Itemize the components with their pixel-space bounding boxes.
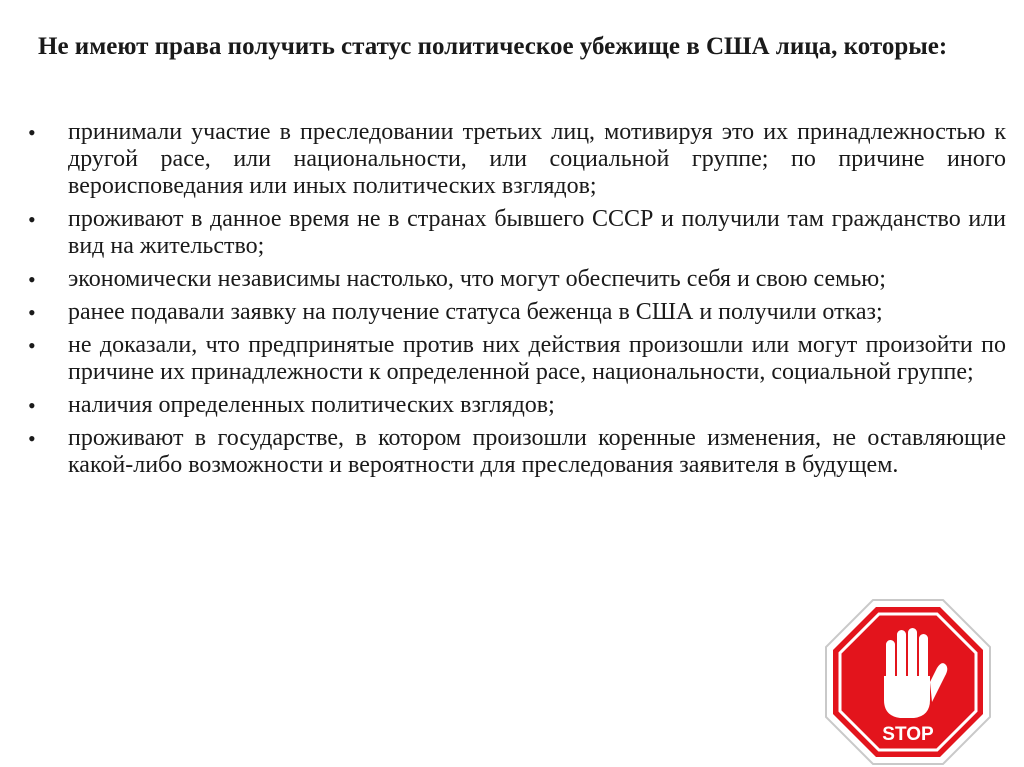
list-item-text: проживают в государстве, в котором произошли коренные изменения, не оставляющие какой-либо возможности и вероятности для преследования заявителя в будущем. bbox=[68, 425, 1006, 478]
stop-sign-label: STOP bbox=[882, 724, 934, 745]
list-item-text: проживают в данное время не в странах бывшего СССР и получили там гражданство или вид на жительство; bbox=[68, 206, 1006, 259]
bullet-icon: • bbox=[28, 120, 36, 145]
bullet-list bbox=[28, 119, 1006, 485]
list-item bbox=[28, 299, 1006, 326]
bullet-icon: • bbox=[28, 393, 36, 418]
list-item-text: наличия определенных политических взглядов; bbox=[68, 392, 555, 418]
list-item-text: принимали участие в преследовании третьих лиц, мотивируя это их принадлежностью к другой расе, или национальности, или социальной группе; по причине иного вероисповедания или иных политических взглядов; bbox=[68, 119, 1006, 199]
list-item-text: не доказали, что предпринятые против них действия произошли или могут произойти по причине их принадлежности к определенной расе, национальности, социальной группе; bbox=[68, 332, 1006, 385]
list-item bbox=[28, 425, 1006, 479]
list-item bbox=[28, 266, 1006, 293]
list-item-text: экономически независимы настолько, что могут обеспечить себя и свою семью; bbox=[68, 266, 886, 292]
list-item bbox=[28, 392, 1006, 419]
bullet-icon: • bbox=[28, 267, 36, 292]
list-item bbox=[28, 206, 1006, 260]
list-item-text: ранее подавали заявку на получение статуса беженца в США и получили отказ; bbox=[68, 299, 883, 325]
bullet-icon: • bbox=[28, 207, 36, 232]
list-item bbox=[28, 119, 1006, 200]
list-item bbox=[28, 332, 1006, 386]
stop-sign-icon bbox=[824, 598, 992, 766]
bullet-icon: • bbox=[28, 333, 36, 358]
slide-title: Не имеют права получить статус политическое убежище в США лица, которые: bbox=[38, 33, 948, 60]
bullet-icon: • bbox=[28, 300, 36, 325]
bullet-icon: • bbox=[28, 426, 36, 451]
